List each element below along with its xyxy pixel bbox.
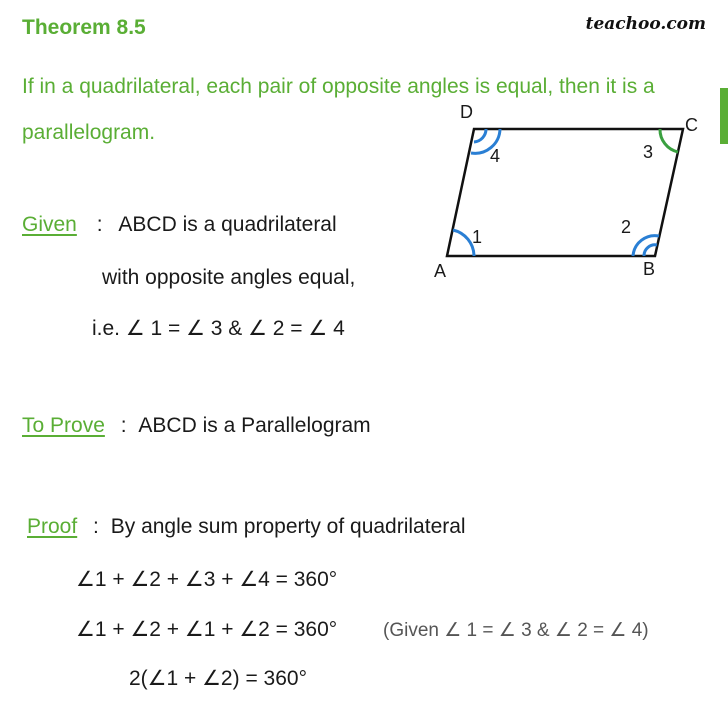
proof-intro: By angle sum property of quadrilateral: [110, 515, 466, 538]
to-prove-label: To Prove: [22, 414, 105, 437]
proof-separator: :: [93, 515, 99, 538]
angle-arc-3: [660, 129, 678, 152]
angle-label-1: 1: [472, 227, 483, 247]
to-prove-row: [22, 414, 371, 438]
vertex-label-b: B: [643, 259, 656, 279]
given-line-1: ABCD is a quadrilateral: [118, 213, 337, 236]
given-line-1-row: [22, 213, 337, 237]
angle-label-4: 4: [490, 146, 501, 166]
given-label: Given: [22, 213, 77, 236]
vertex-label-a: A: [434, 261, 447, 281]
vertex-label-c: C: [685, 115, 698, 135]
proof-step-2: ∠1 + ∠2 + ∠1 + ∠2 = 360°: [76, 618, 338, 641]
given-line-2: with opposite angles equal,: [102, 266, 356, 289]
proof-step-1: ∠1 + ∠2 + ∠3 + ∠4 = 360°: [76, 568, 338, 591]
theorem-statement: If in a quadrilateral, each pair of opposite angles is equal, then it is a parallelogram.: [22, 75, 655, 144]
vertex-label-d: D: [460, 102, 473, 122]
to-prove-text: ABCD is a Parallelogram: [138, 414, 371, 437]
given-line-3: i.e. ∠ 1 = ∠ 3 & ∠ 2 = ∠ 4: [92, 317, 345, 340]
angle-label-3: 3: [643, 142, 654, 162]
theorem-title: Theorem 8.5: [22, 16, 146, 39]
teachoo-logo: teachoo.com: [585, 14, 706, 34]
proof-step-3: 2(∠1 + ∠2) = 360°: [129, 667, 307, 690]
given-separator: :: [96, 213, 103, 236]
proof-row: [27, 515, 466, 539]
angle-arc-1: [453, 230, 474, 256]
to-prove-separator: :: [120, 414, 127, 437]
proof-label: Proof: [27, 515, 78, 538]
proof-given-note: (Given ∠ 1 = ∠ 3 & ∠ 2 = ∠ 4): [383, 620, 649, 641]
angle-label-2: 2: [621, 217, 632, 237]
